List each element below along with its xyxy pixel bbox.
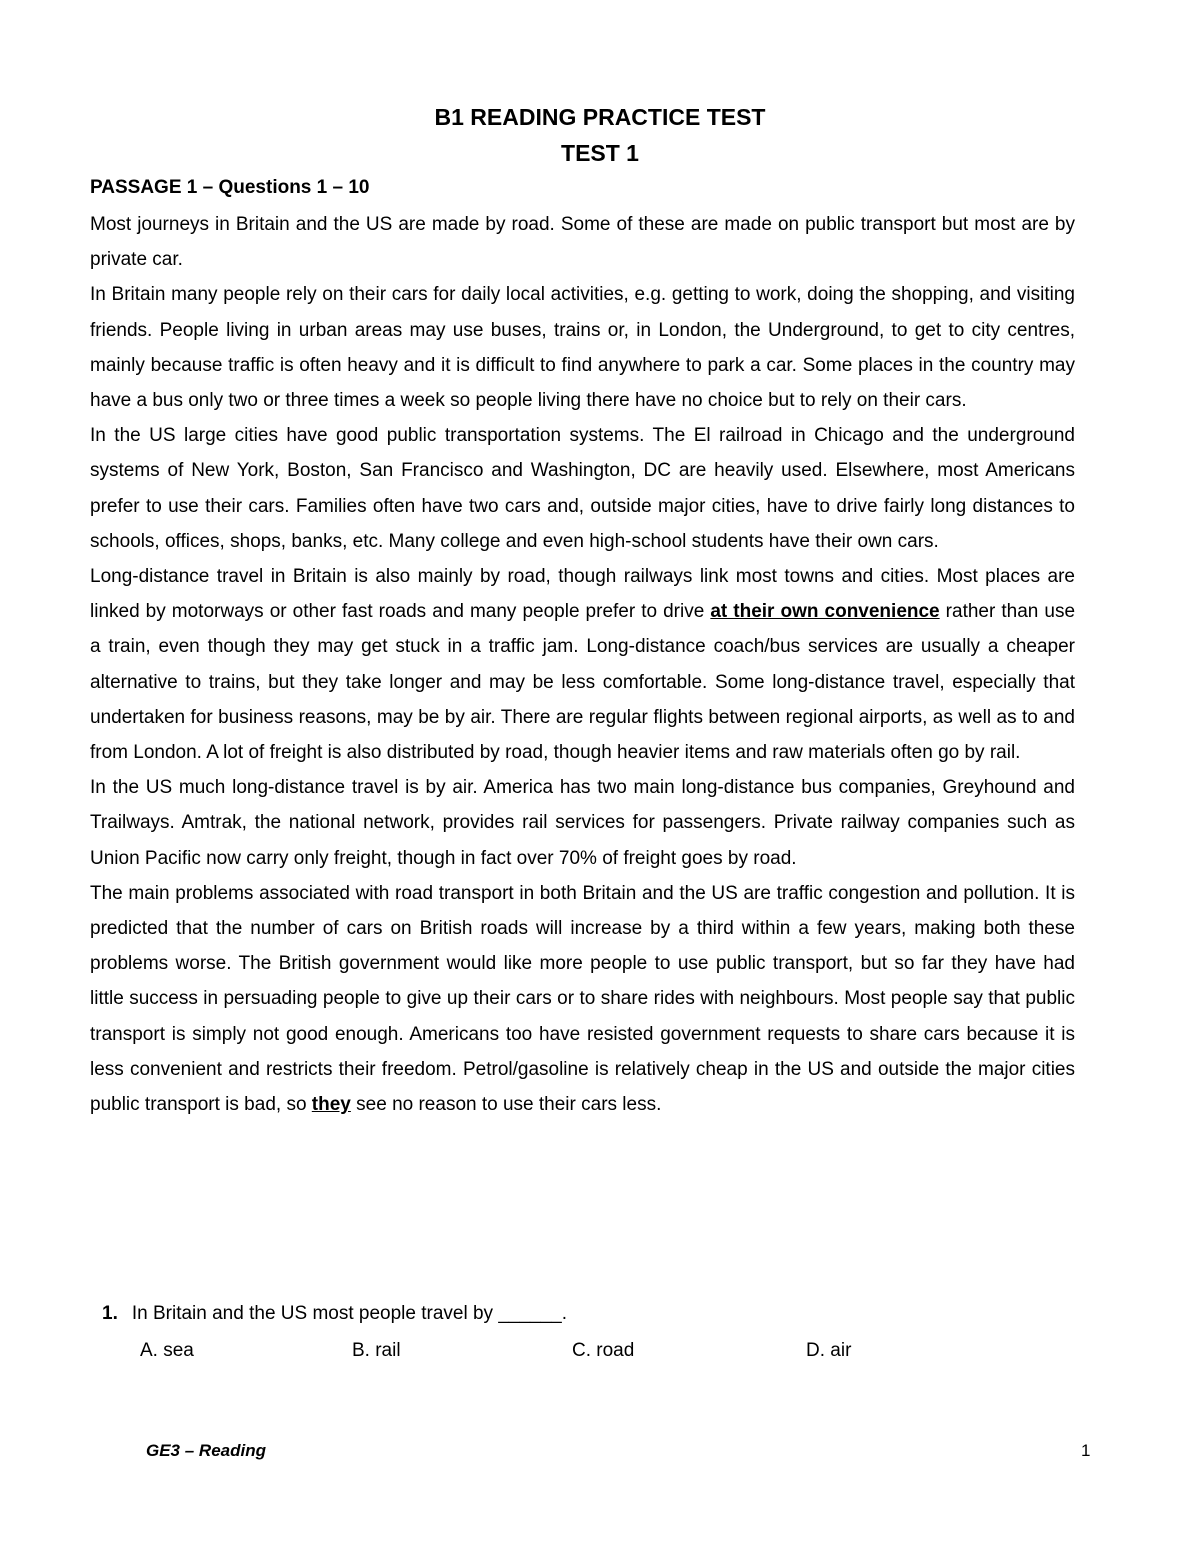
passage-paragraph-1: Most journeys in Britain and the US are made by road. Some of these are made on public transport but most are by private car. <box>90 214 1075 271</box>
passage-paragraph-4 <box>90 559 1075 770</box>
paragraph-4-text-end: rather than use a train, even though they may get stuck in a traffic jam. Long-distance coach/bus services are usually a cheaper alternative to trains, but they take longer and may be less comfortable. Some long-distance travel, especially that undertaken for business reasons, may be by air. There are regular flights between regional airports, as well as to and from London. A lot of freight is also distributed by road, though heavier items and raw materials often go by rail. <box>90 601 1076 764</box>
passage-paragraph-5: In the US much long-distance travel is by air. America has two main long-distance bus companies, Greyhound and Trailways. Amtrak, the national network, provides rail services for passengers. Private railway companies such as Union Pacific now carry only freight, though in fact over 70% of freight goes by road. <box>90 777 1075 869</box>
passage-body <box>90 207 1075 1122</box>
question-1-number: 1. <box>102 1303 118 1324</box>
highlighted-phrase-convenience: at their own convenience <box>710 601 940 623</box>
page-number: 1 <box>1081 1441 1091 1460</box>
footer-label: GE3 – Reading <box>146 1441 266 1460</box>
paragraph-6-text-start: The main problems associated with road transport in both Britain and the US are traffic congestion and pollution. It is predicted that the number of cars on British roads will increase by a third within a few years, making both these problems worse. The British government would like more people to use public transport, but so far they have had little success in persuading people to give up their cars or to share rides with neighbours. Most people say that public transport is simply not good enough. Americans too have resisted government requests to share cars because it is less convenient and restricts their freedom. Petrol/gasoline is relatively cheap in the US and outside the major cities public transport is bad, so <box>90 882 1075 1116</box>
passage-paragraph-2: In Britain many people rely on their cars for daily local activities, e.g. getting to work, doing the shopping, and visiting friends. People living in urban areas may use buses, trains or, in London, the Underground, to get to city centres, mainly because traffic is often heavy and it is difficult to find anywhere to park a car. Some places in the country may have a bus only two or three times a week so people living there have no choice but to rely on their cars. <box>90 284 1075 412</box>
answer-option-c[interactable]: C. road <box>572 1340 635 1361</box>
answer-option-a[interactable]: A. sea <box>140 1340 194 1361</box>
test-subtitle: TEST 1 <box>561 140 639 166</box>
passage-heading: PASSAGE 1 – Questions 1 – 10 <box>90 177 370 198</box>
test-title: B1 READING PRACTICE TEST <box>434 104 766 130</box>
question-1 <box>102 1303 567 1325</box>
answer-option-d[interactable]: D. air <box>806 1340 852 1361</box>
answer-option-b[interactable]: B. rail <box>352 1340 401 1361</box>
passage-paragraph-6 <box>90 876 1075 1122</box>
highlighted-word-they: they <box>311 1094 351 1116</box>
question-1-text: In Britain and the US most people travel by ______. <box>131 1303 568 1324</box>
paragraph-6-text-end: see no reason to use their cars less. <box>350 1094 662 1116</box>
passage-paragraph-3: In the US large cities have good public transportation systems. The El railroad in Chicago and the underground systems of New York, Boston, San Francisco and Washington, DC are heavily used. Elsewhere, most Americans prefer to use their cars. Families often have two cars and, outside major cities, have to drive fairly long distances to schools, offices, shops, banks, etc. Many college and even high-school students have their own cars. <box>90 425 1075 552</box>
paragraph-4-text-start: Long-distance travel in Britain is also mainly by road, though railways link most towns and cities. Most places are linked by motorways or other fast roads and many people prefer to drive <box>90 566 1075 623</box>
